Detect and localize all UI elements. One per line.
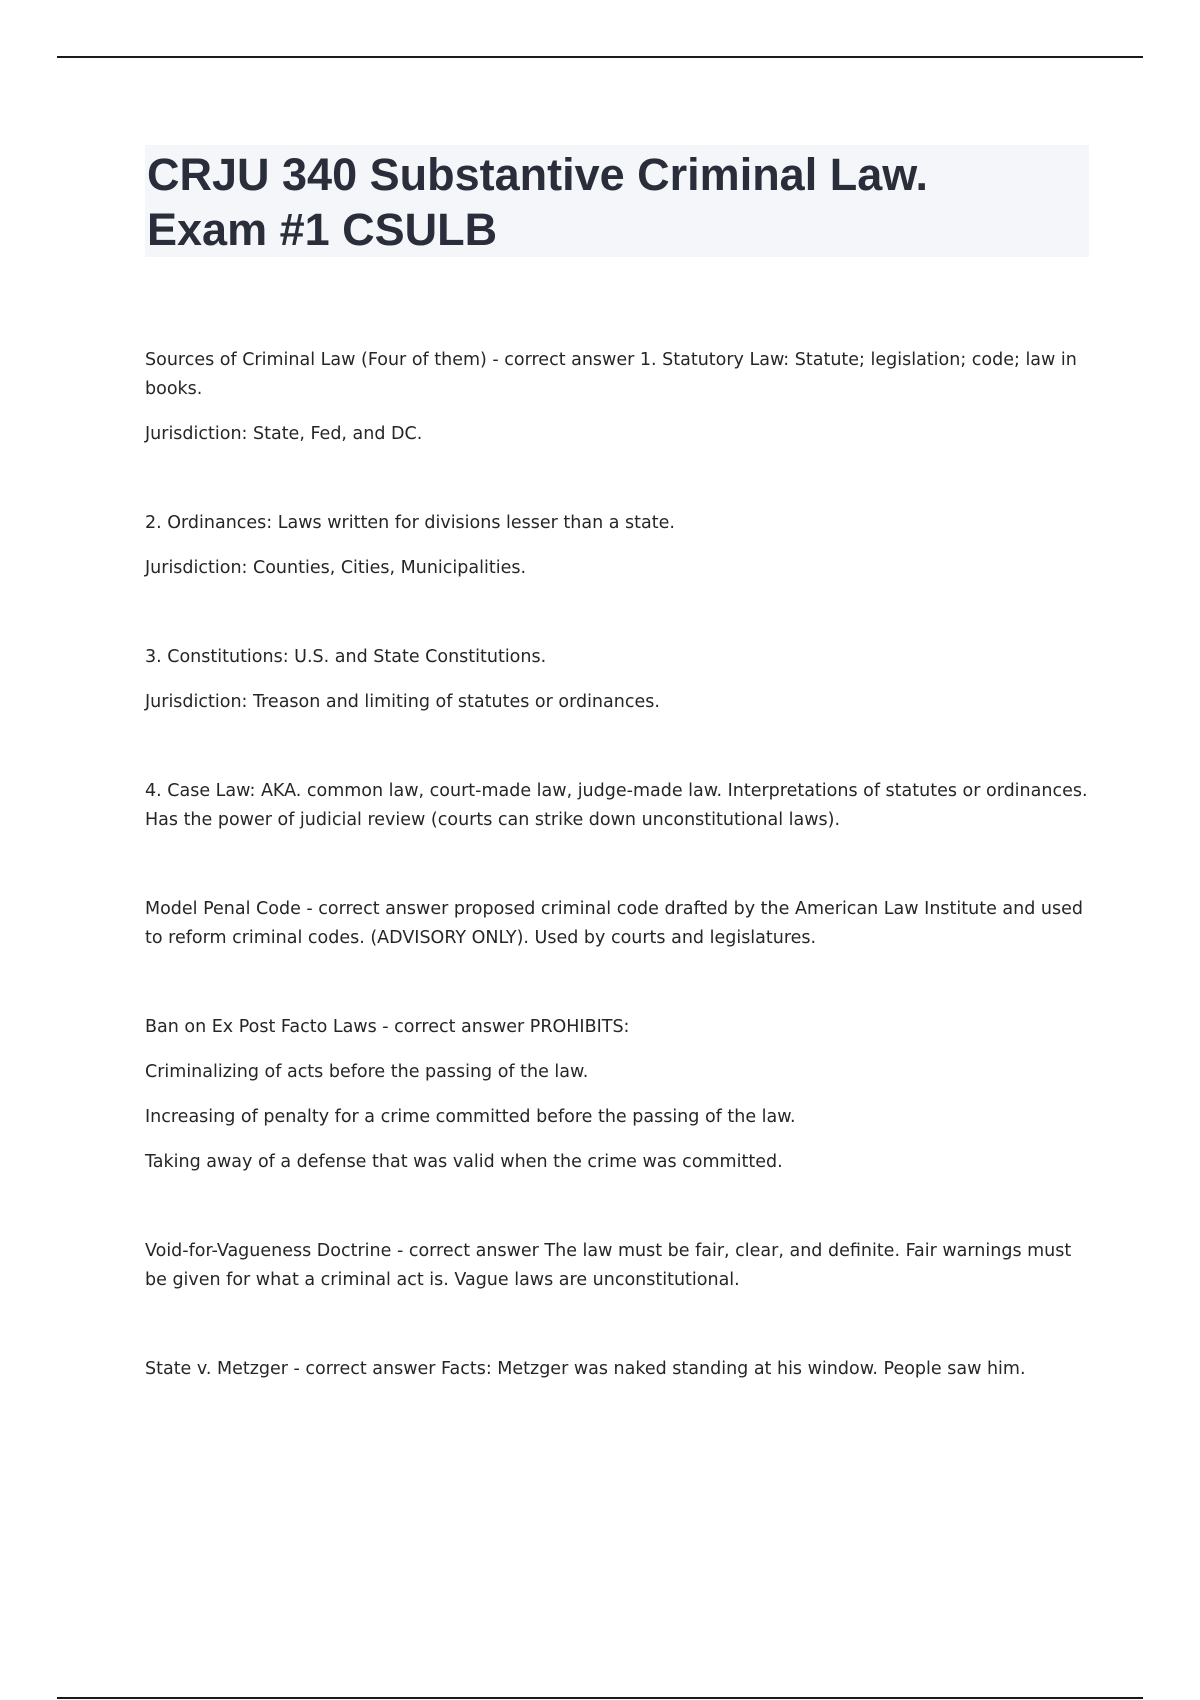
- paragraph-model-penal-code: Model Penal Code - correct answer proposed criminal code drafted by the American Law Institute and used to reform criminal codes. (ADVISORY ONLY). Used by courts and legislatures.: [145, 899, 1083, 948]
- paragraph-ex-post-facto-item-1: Criminalizing of acts before the passing of the law.: [145, 1062, 589, 1082]
- paragraph-jurisdiction-statutory: Jurisdiction: State, Fed, and DC.: [145, 424, 423, 444]
- header-rule: [57, 56, 1143, 58]
- paragraph-sources: Sources of Criminal Law (Four of them) - correct answer 1. Statutory Law: Statute; legislation; code; law in books.: [145, 350, 1077, 399]
- paragraph-state-v-metzger: State v. Metzger - correct answer Facts: Metzger was naked standing at his window. People saw him.: [145, 1359, 1026, 1379]
- paragraph-jurisdiction-ordinances: Jurisdiction: Counties, Cities, Municipalities.: [145, 558, 527, 578]
- paragraph-ex-post-facto-item-2: Increasing of penalty for a crime committed before the passing of the law.: [145, 1107, 796, 1127]
- paragraph-ex-post-facto: Ban on Ex Post Facto Laws - correct answer PROHIBITS:: [145, 1017, 630, 1037]
- title-line-1: CRJU 340 Substantive Criminal Law.: [147, 149, 929, 200]
- paragraph-ordinances: 2. Ordinances: Laws written for divisions lesser than a state.: [145, 513, 675, 533]
- paragraph-case-law: 4. Case Law: AKA. common law, court-made law, judge-made law. Interpretations of statutes or ordinances. Has the power of judicial review (courts can strike down unconstitutional laws).: [145, 781, 1088, 830]
- paragraph-jurisdiction-constitutions: Jurisdiction: Treason and limiting of statutes or ordinances.: [145, 692, 660, 712]
- document-body: [145, 346, 1095, 1384]
- title-block: [145, 145, 1089, 257]
- footer-rule: [57, 1697, 1143, 1699]
- paragraph-ex-post-facto-item-3: Taking away of a defense that was valid when the crime was committed.: [145, 1152, 783, 1172]
- paragraph-void-for-vagueness: Void-for-Vagueness Doctrine - correct answer The law must be fair, clear, and definite. Fair warnings must be given for what a criminal act is. Vague laws are unconstitutional.: [145, 1241, 1072, 1290]
- document-title: [145, 145, 1089, 257]
- paragraph-constitutions: 3. Constitutions: U.S. and State Constitutions.: [145, 647, 547, 667]
- title-line-2: Exam #1 CSULB: [147, 204, 498, 255]
